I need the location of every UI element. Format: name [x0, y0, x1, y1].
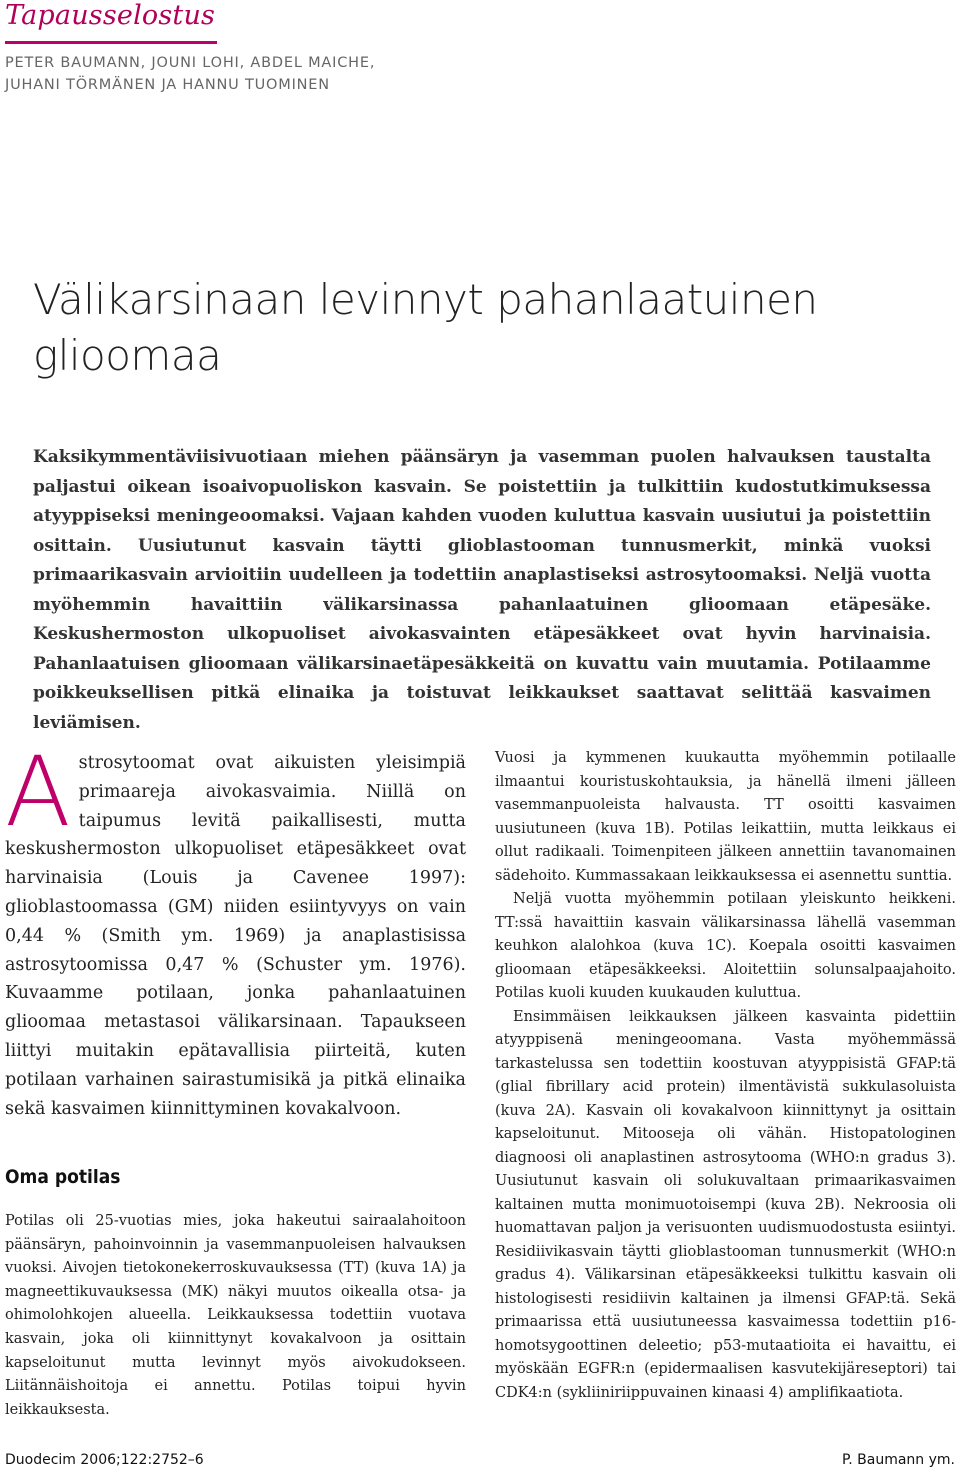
section-heading: Oma potilas	[5, 1166, 121, 1188]
intro-text: strosytoomat ovat aikuisten yleisimpiä primaareja aivokasvaimia. Niillä on taipumus levitä paikallisesti, mutta keskushermoston ulkopuoliset etäpesäkkeet ovat harvinaisia (Louis ja Cavenee 1997): glioblastoomassa (GM) niiden esiintyvyys on vain 0,44 % (Smith ym. 1969) ja anaplastisissa astrosytoomissa 0,47 % (Schuster ym. 1976). Kuvaamme potilaan, jonka pahanlaatuinen glioomaa metastasoi välikarsinaan. Tapaukseen liittyi muitakin epätavallisia piirteitä, kuten potilaan varhainen sairastumisikä ja pitkä elinaika sekä kasvaimen kiinnittyminen kovakalvoon.	[5, 753, 466, 1119]
right-paragraph-1: Vuosi ja kymmenen kuukautta myöhemmin potilaalle ilmaantui kouristuskohtauksia, ja hänellä ilmeni jälleen vasemmanpuoleista halvausta. TT osoitti kasvaimen uusiutuneen (kuva 1B). Potilas leikattiin, mutta leikkaus ei ollut radikaali. Toimenpiteen jälkeen annettiin tavanomainen sädehoito. Kummassakaan leikkauksessa ei asennettu sunttia.	[495, 750, 956, 884]
article-abstract: Kaksikymmentäviisivuotiaan miehen päänsäryn ja vasemman puolen halvauksen taustalta paljastui oikean isoaivopuoliskon kasvain. Se poistettiin ja tulkittiin kudostutkimuksessa atyyppiseksi meningeoomaksi. Vajaan kahden vuoden kuluttua kasvain uusiutui ja poistettiin osittain. Uusiutunut kasvain täytti glioblastooman tunnusmerkit, minkä vuoksi primaarikasvain arvioitiin uudelleen ja todettiin anaplastiseksi astrosytoomaksi. Neljä vuotta myöhemmin havaittiin välikarsinassa pahanlaatuinen glioomaan etäpesäke. Keskushermoston ulkopuoliset aivokasvainten etäpesäkkeet ovat hyvin harvinaisia. Pahanlaatuisen glioomaan välikarsinaetäpesäkkeitä on kuvattu vain muutamia. Potilaamme poikkeuksellisen pitkä elinaika ja toistuvat leikkaukset saattavat selittää kasvaimen leviämisen.	[33, 447, 931, 733]
right-paragraph-3: Ensimmäisen leikkauksen jälkeen kasvainta pidettiin atyyppisenä meningeoomana. Vasta myöhemmässä tarkastelussa sen todettiin koostuvan atyyppisistä GFAP:tä (glial fibrillary acid protein) ilmentävistä sukkulasoluista (kuva 2A). Kasvain oli kovakalvoon kiinnittynyt ja osittain kapseloitunut. Mitooseja oli vähän. Histopatologinen diagnoosi oli anaplastinen astrosytooma (WHO:n gradus 3). Uusiutunut kasvain oli solukuvaltaan primaarikasvaimen kaltainen mutta monimuotoisempi (kuva 2B). Nekroosia oli huomattavan paljon ja verisuonten uudismuodostusta esiintyi. Residiivikasvain täytti glioblastooman tunnusmerkit (WHO:n gradus 4). Välikarsinan etäpesäkkeeksi tulkittu kasvain oli histologisesti residiivin kaltainen ja ilmensi GFAP:tä. Sekä primaarissa että uusiutuneessa kasvaimessa todettiin p16-homotsygoottinen deleetio; p53-mutaatioita ei havaittu, ei myöskään EGFR:n (epidermaalisen kasvutekijäreseptori) tai CDK4:n (sykliiniriippuvainen kinaasi 4) amplifikaatiota.	[495, 1008, 956, 1401]
case-paragraph: Potilas oli 25-vuotias mies, joka hakeutui sairaalahoitoon päänsäryn, pahoinvoinnin ja vasemmanpuoleisen halvauksen vuoksi. Aivojen tietokonekerroskuvauksessa (TT) (kuva 1A) ja magneettikuvauksessa (MK) näkyi muutos oikealla otsa- ja ohimolohkojen alueella. Leikkauksessa todettiin vuotava kasvain, joka oli kiinnittynyt kovakalvoon ja osittain kapseloitunut mutta levinnyt myös aivokudokseen. Liitännäishoitoja ei annettu. Potilas toipui hyvin leikkauksesta.	[5, 1213, 466, 1418]
section-label: Tapausselostus	[5, 0, 216, 31]
intro-paragraph	[5, 736, 466, 1123]
section-rule	[5, 41, 217, 44]
author-list	[5, 52, 375, 96]
right-paragraph-2: Neljä vuotta myöhemmin potilaan yleiskunto heikkeni. TT:ssä havaittiin kasvain välikarsinassa lähellä vasemman keuhkon alalohkoa (kuva 1C). Koepala osoitti kasvaimen glioomaan etäpesäkkeeksi. Aloitettiin solunsalpaajahoito. Potilas kuoli kuuden kuukauden kuluttua.	[495, 891, 956, 1001]
footer-citation: Duodecim 2006;122:2752–6	[5, 1452, 204, 1468]
article-title: Välikarsinaan levinnyt pahanlaatuinen glioomaa	[33, 275, 818, 380]
authors-line-2: JUHANI TÖRMÄNEN JA HANNU TUOMINEN	[5, 77, 330, 93]
drop-cap: A	[5, 736, 71, 848]
authors-line-1: PETER BAUMANN, JOUNI LOHI, ABDEL MAICHE,	[5, 55, 376, 71]
right-column	[495, 747, 956, 1405]
footer-author: P. Baumann ym.	[841, 1452, 955, 1468]
